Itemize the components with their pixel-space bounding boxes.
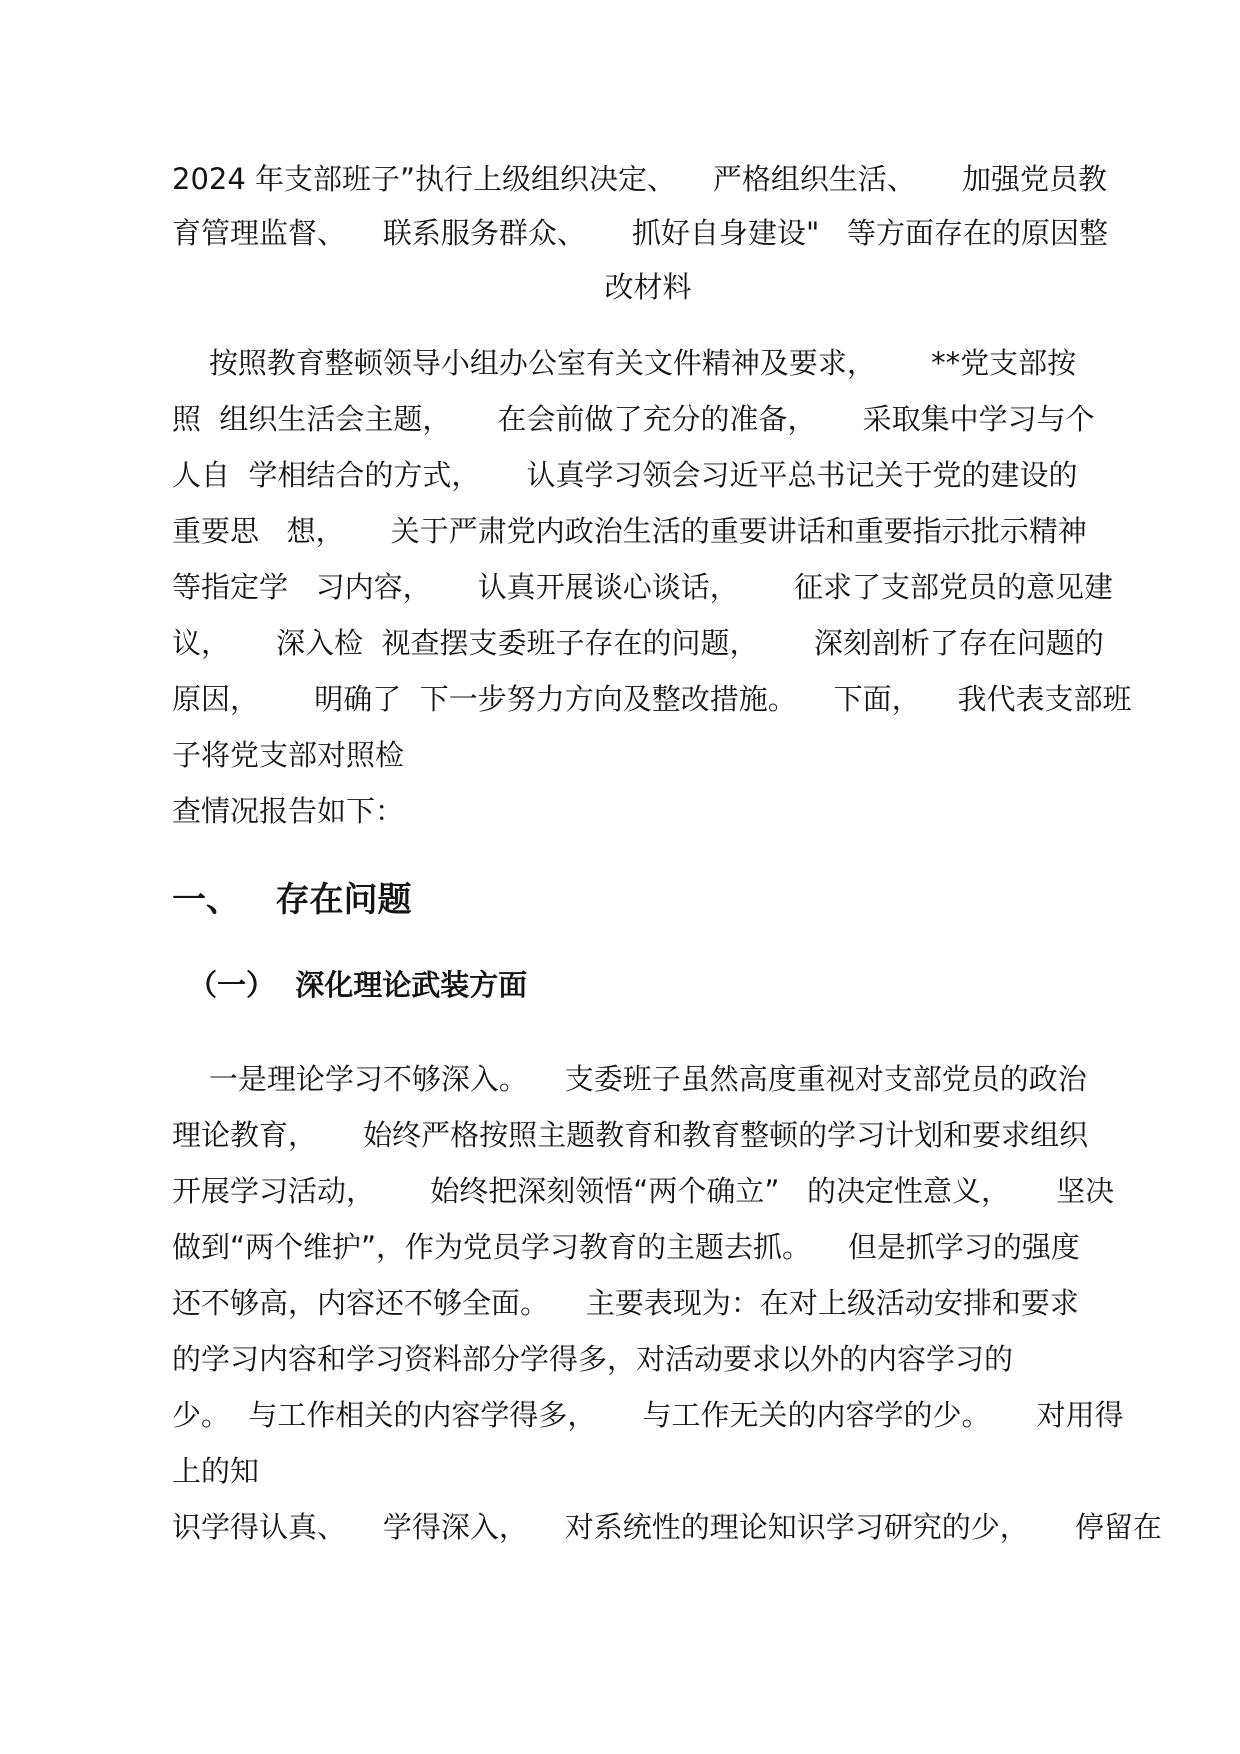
- section-heading: 一、 存在问题: [172, 880, 412, 920]
- body-line-5: 还不够高，内容还不够全面。 主要表现为：在对上级活动安排和要求: [172, 1286, 1079, 1320]
- body-line-8: 上的知: [172, 1454, 260, 1488]
- intro-line-2: 照 组织生活会主题， 在会前做了充分的准备， 采取集中学习与个: [172, 402, 1095, 436]
- intro-line-7: 原因， 明确了 下一步努力方向及整改措施。 下面， 我代表支部班: [172, 682, 1132, 716]
- body-line-7: 少。 与工作相关的内容学得多， 与工作无关的内容学的少。 对用得: [172, 1398, 1124, 1432]
- subsection-heading: （一） 深化理论武装方面: [188, 968, 528, 1002]
- intro-line-1: 按照教育整顿领导小组办公室有关文件精神及要求， **党支部按: [172, 346, 1077, 380]
- intro-line-9: 查情况报告如下：: [172, 794, 405, 828]
- body-line-3: 开展学习活动， 始终把深刻领悟“两个确立” 的决定性意义， 坚决: [172, 1174, 1115, 1208]
- title-line-2: 育管理监督、 联系服务群众、 抓好自身建设" 等方面存在的原因整: [172, 216, 1108, 250]
- intro-line-4: 重要思 想， 关于严肃党内政治生活的重要讲话和重要指示批示精神: [172, 514, 1087, 548]
- body-line-9: 识学得认真、 学得深入， 对系统性的理论知识学习研究的少， 停留在: [172, 1510, 1162, 1544]
- body-line-2: 理论教育， 始终严格按照主题教育和教育整顿的学习计划和要求组织: [172, 1118, 1089, 1152]
- body-line-4: 做到“两个维护”，作为党员学习教育的主题去抓。 但是抓学习的强度: [172, 1230, 1080, 1264]
- intro-line-6: 议， 深入检 视查摆支委班子存在的问题， 深刻剖析了存在问题的: [172, 626, 1104, 660]
- title-line-3: 改材料: [604, 270, 692, 304]
- title-line-1: 2024 年支部班子”执行上级组织决定、 严格组织生活、 加强党员教: [172, 162, 1108, 196]
- body-line-1: 一是理论学习不够深入。 支委班子虽然高度重视对支部党员的政治: [172, 1062, 1087, 1096]
- intro-line-3: 人自 学相结合的方式， 认真学习领会习近平总书记关于党的建设的: [172, 458, 1078, 492]
- body-line-6: 的学习内容和学习资料部分学得多，对活动要求以外的内容学习的: [172, 1342, 1014, 1376]
- intro-line-5: 等指定学 习内容， 认真开展谈心谈话， 征求了支部党员的意见建: [172, 570, 1114, 604]
- intro-line-8: 子将党支部对照检: [172, 738, 405, 772]
